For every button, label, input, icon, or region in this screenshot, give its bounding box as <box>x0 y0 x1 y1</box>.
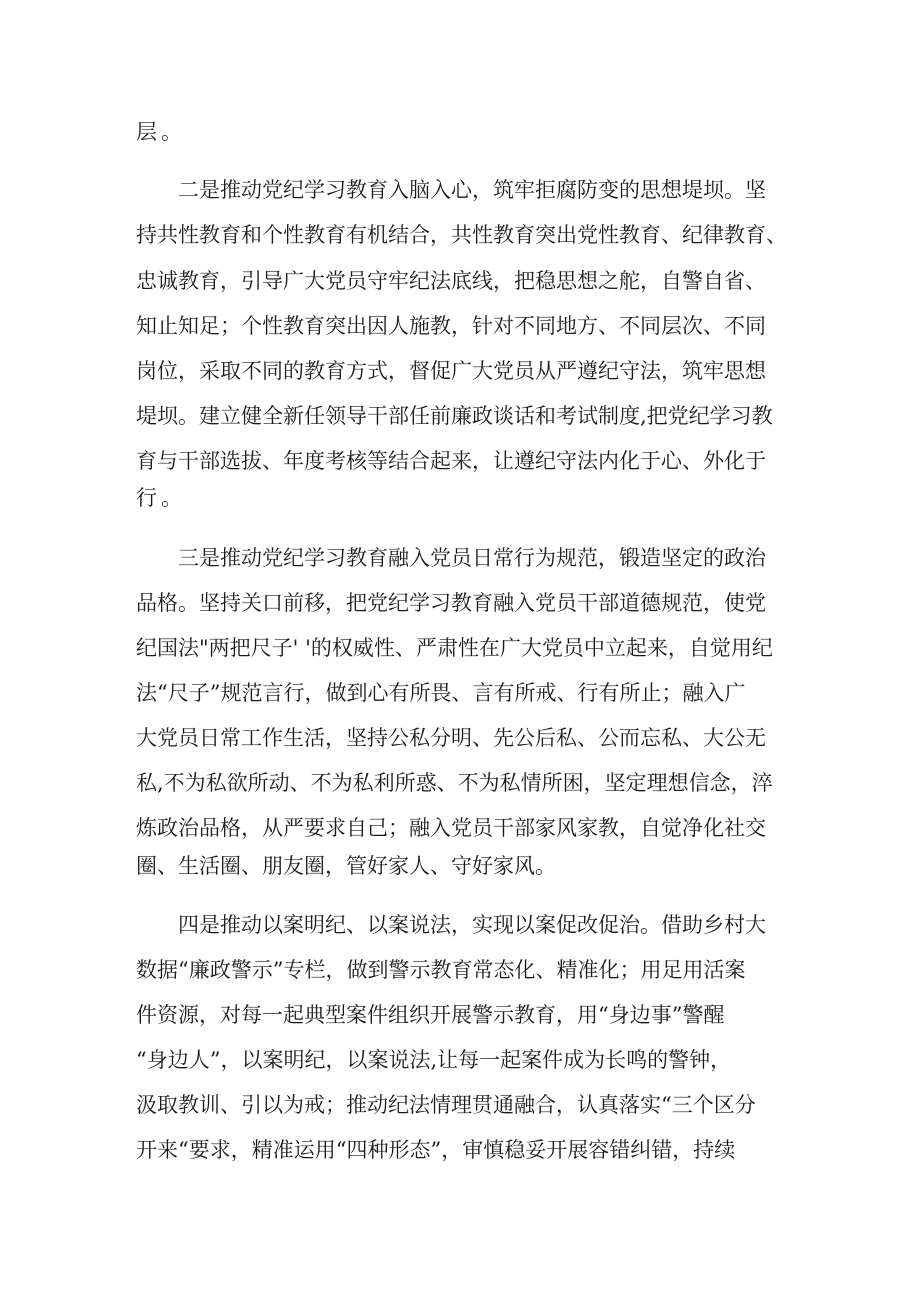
text-line: 圈、生活圈、朋友圈，管好家人、守好家风。 <box>136 854 556 878</box>
text-line: 法“尺子”规范言行，做到心有所畏、言有所戒、行有所止；融入广 <box>136 681 746 705</box>
text-line: 开来“要求，精准运用“四种形态”，审慎稳妥开展容错纠错，持续 <box>136 1138 736 1162</box>
paragraph-first-line: 四是推动以案明纪、以案说法，实现以案促改促治。借助乡村大 <box>178 913 766 937</box>
text-line: 层。 <box>136 120 186 144</box>
text-line: 件资源，对每一起典型案件组织开展警示教育，用“身边事”警醒 <box>136 1003 725 1027</box>
text-line: 品格。坚持关口前移，把党纪学习教育融入党员干部道德规范，使党 <box>136 591 766 615</box>
text-line: 纪国法"两把尺子' '的权威性、严肃性在广大党员中立起来，自觉用纪 <box>136 636 773 660</box>
text-line: 大党员日常工作生活，坚持公私分明、先公后私、公而忘私、大公无 <box>136 726 766 750</box>
text-line: 育与干部选拔、年度考核等结合起来，让遵纪守法内化于心、外化于 <box>136 449 766 473</box>
paragraph-first-line: 三是推动党纪学习教育融入党员日常行为规范，锻造坚定的政治 <box>178 546 766 570</box>
text-line: 炼政治品格，从严要求自己；融入党员干部家风家教，自觉净化社交 <box>136 816 766 840</box>
text-line: 行。 <box>136 486 186 510</box>
text-line: 私,不为私欲所动、不为私利所惑、不为私情所困，坚定理想信念，淬 <box>136 771 773 795</box>
text-line: 忠诚教育，引导广大党员守牢纪法底线，把稳思想之舵，自警自省、 <box>136 269 766 293</box>
text-line: 持共性教育和个性教育有机结合，共性教育突出党性教育、纪律教育、 <box>136 223 787 247</box>
text-line: “身边人”，以案明纪，以案说法,让每一起案件成为长鸣的警钟， <box>136 1048 732 1072</box>
text-line: 数据“廉政警示”专栏，做到警示教育常态化、精准化；用足用活案 <box>136 958 746 982</box>
text-line: 岗位，采取不同的教育方式，督促广大党员从严遵纪守法，筑牢思想 <box>136 359 766 383</box>
text-line: 汲取教训、引以为戒；推动纪法情理贯通融合，认真落实“三个区分 <box>136 1093 756 1117</box>
text-line: 堤坝。建立健全新任领导干部任前廉政谈话和考试制度,把党纪学习教 <box>136 404 773 428</box>
paragraph-first-line: 二是推动党纪学习教育入脑入心，筑牢拒腐防变的思想堤坝。坚 <box>178 178 766 202</box>
text-line: 知止知足；个性教育突出因人施教，针对不同地方、不同层次、不同 <box>136 314 766 338</box>
